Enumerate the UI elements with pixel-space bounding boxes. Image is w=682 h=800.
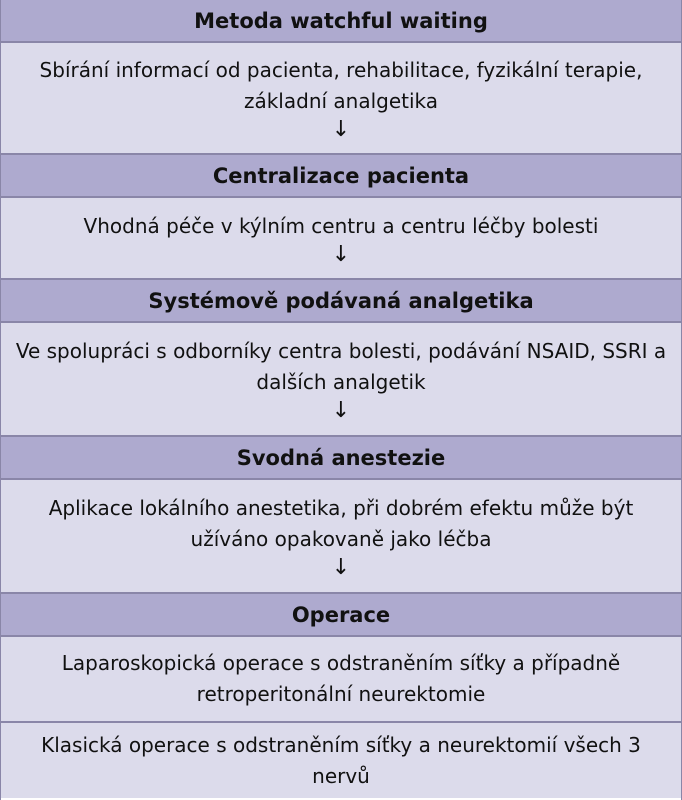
step-4-description-cell [1,480,681,594]
step-2-title: Centralizace pacienta [1,155,681,198]
step-4-description: Aplikace lokálního anestetika, při dobrém efektu může být užíváno opakovaně jako léčba [48,496,634,551]
down-arrow-icon: ↓ [331,555,351,580]
operation-option-laparoscopic-text: Laparoskopická operace s odstraněním síťky a případně retroperitonální neurektomie [61,651,621,706]
step-1-description-cell [1,43,681,155]
down-arrow-icon: ↓ [331,241,351,267]
operation-option-laparoscopic [1,637,681,723]
step-5-title: Operace [1,594,681,637]
step-2-description-cell [1,198,681,280]
down-arrow-icon: ↓ [331,117,351,142]
down-arrow-icon: ↓ [331,398,351,423]
step-2-description: Vhodná péče v kýlním centru a centru léčby bolesti [83,213,599,238]
step-3-description-cell [1,323,681,437]
step-4-title: Svodná anestezie [1,437,681,480]
step-1-description: Sbírání informací od pacienta, rehabilitace, fyzikální terapie, základní analgetika [39,58,643,113]
step-3-description: Ve spolupráci s odborníky centra bolesti, podávání NSAID, SSRI a dalších analgetik [15,339,667,394]
operation-option-classic-text: Klasická operace s odstraněním síťky a neurektomií všech 3 nervů [41,732,641,788]
step-3-title: Systémově podávaná analgetika [1,280,681,323]
operation-option-classic [1,723,681,798]
step-1-title: Metoda watchful waiting [1,0,681,43]
